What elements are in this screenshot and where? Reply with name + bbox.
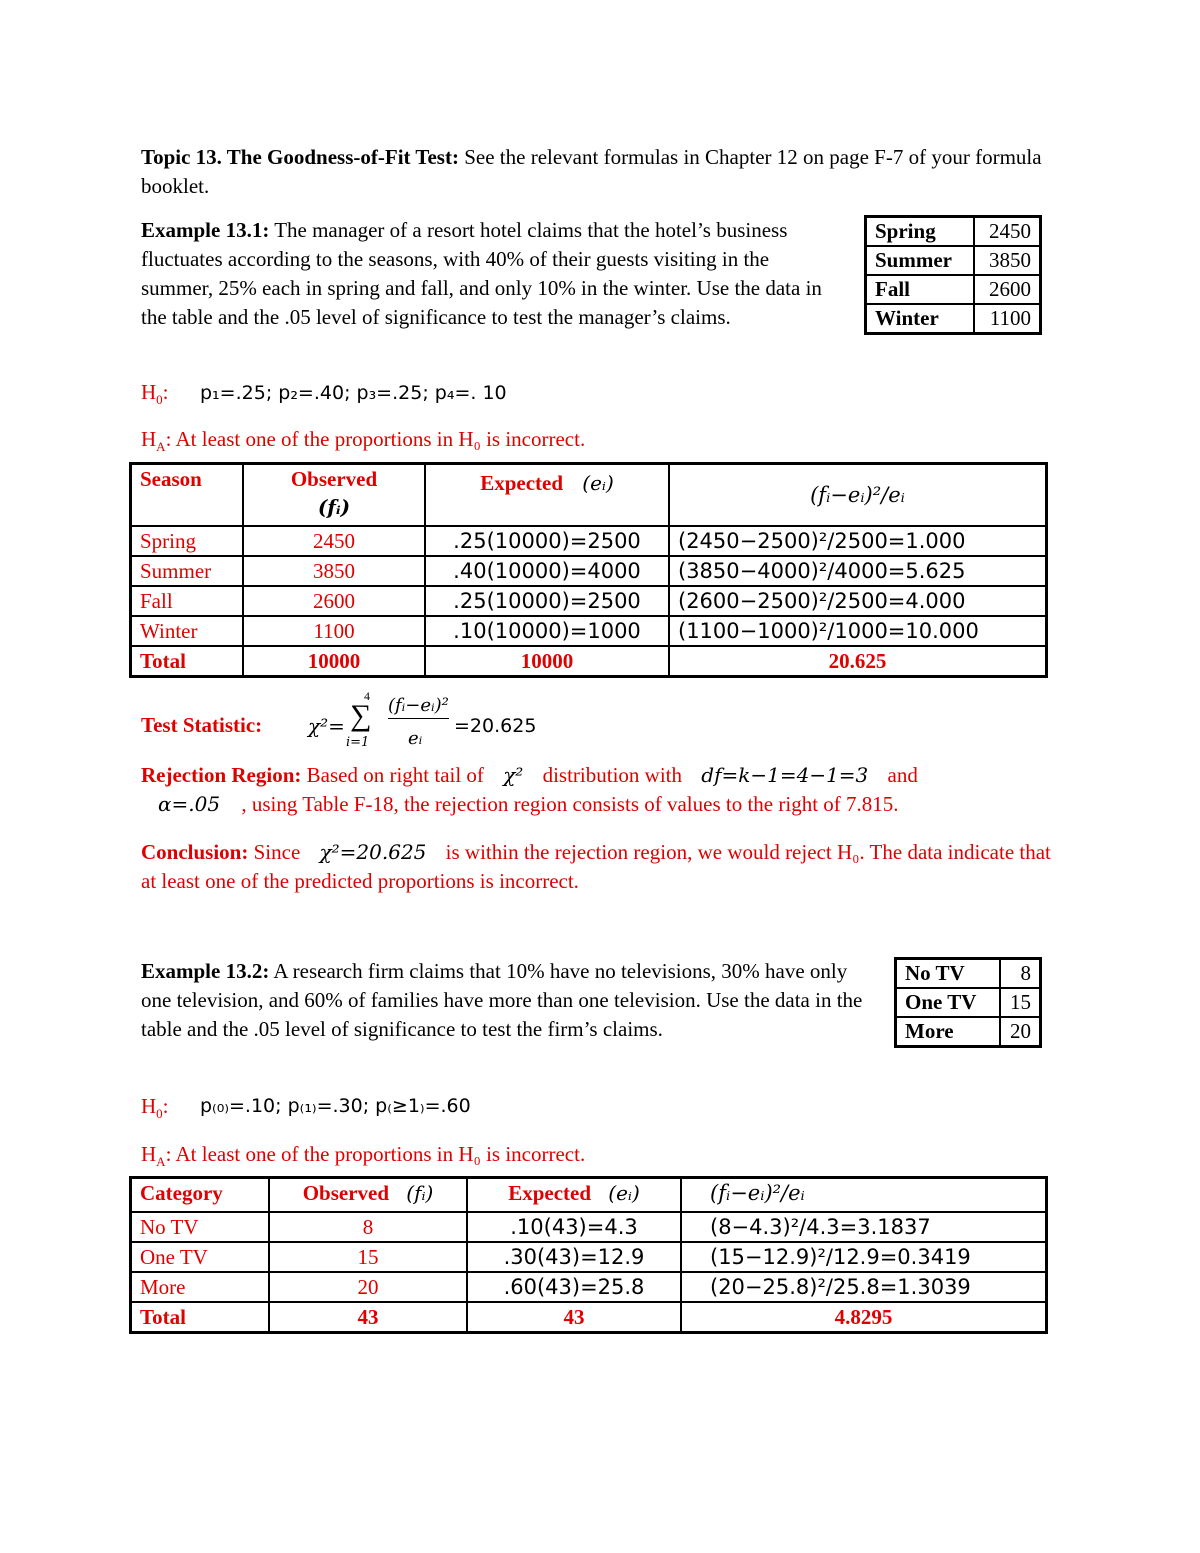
rejection-df: df=k−1=4−1=3 <box>701 763 869 787</box>
example-1-null-hypothesis-formula: p₁=.25; p₂=.40; p₃=.25; p₄=. 10 <box>200 382 507 404</box>
ha-subscript: A <box>156 1154 166 1170</box>
expected-cell: .10(10000)=1000 <box>425 616 669 646</box>
table-row <box>866 275 1041 304</box>
header-expected <box>467 1178 681 1212</box>
header-observed <box>243 464 425 526</box>
chi-cell: (8−4.3)²/4.3=3.1837 <box>681 1212 1047 1242</box>
header-season: Season <box>131 464 244 526</box>
table-row <box>131 1212 1047 1242</box>
header-expected-label: Expected <box>508 1181 592 1205</box>
total-observed: 43 <box>269 1302 467 1333</box>
header-category: Category <box>131 1178 270 1212</box>
season-cell: Winter <box>131 616 244 646</box>
tv-label: One TV <box>896 988 1001 1017</box>
example-1-chi-square-table <box>129 462 1048 678</box>
tv-label: No TV <box>896 959 1001 989</box>
topic-text: See the relevant formulas in Chapter 12 on page F-7 of your formula booklet. <box>141 145 1042 198</box>
formula-denominator: eᵢ <box>408 728 423 749</box>
sum-upper: 4 <box>364 689 370 703</box>
rejection-text-1: Based on right tail of <box>301 763 490 787</box>
header-observed-symbol: (fᵢ) <box>317 495 351 519</box>
header-observed <box>269 1178 467 1212</box>
example-1-text: The manager of a resort hotel claims that the hotel’s business fluctuates according to the seasons, with 40% of their guests visiting in the summer, 25% each in spring and fall, and only 10% in the winter. Use the data in the table and the .05 level of significance to test the manager’s claims. <box>141 218 822 329</box>
tv-value: 20 <box>1000 1017 1041 1047</box>
rejection-alpha: α=.05 <box>158 792 221 816</box>
ha-subscript: A <box>156 439 166 455</box>
chi-cell: (1100−1000)²/1000=10.000 <box>669 616 1047 646</box>
header-observed-label: Observed <box>290 467 378 491</box>
season-value: 2450 <box>974 217 1041 247</box>
header-expected <box>425 464 669 526</box>
formula-numerator: (fᵢ−eᵢ)² <box>388 694 449 719</box>
table-row <box>866 217 1041 247</box>
expected-cell: .10(43)=4.3 <box>467 1212 681 1242</box>
ha-label: H <box>141 427 157 451</box>
total-label: Total <box>131 646 244 677</box>
header-observed-label: Observed <box>302 1181 390 1205</box>
h0-subscript: 0 <box>156 392 163 408</box>
season-data-table <box>864 215 1042 335</box>
example-2-alt-hypothesis <box>141 1140 585 1169</box>
observed-cell: 15 <box>269 1242 467 1272</box>
expected-cell: .30(43)=12.9 <box>467 1242 681 1272</box>
conclusion-paragraph <box>141 838 1051 896</box>
table-row <box>131 556 1047 586</box>
table-row <box>866 304 1041 334</box>
expected-cell: .60(43)=25.8 <box>467 1272 681 1302</box>
chi-cell: (20−25.8)²/25.8=1.3039 <box>681 1272 1047 1302</box>
rejection-region-line-2 <box>158 790 1058 819</box>
season-cell: Spring <box>131 526 244 556</box>
conclusion-text-1: Since <box>248 840 306 864</box>
total-chi: 20.625 <box>669 646 1047 677</box>
ha-text: : At least one of the proportions in H₀ is incorrect. <box>165 1142 586 1166</box>
category-cell: More <box>131 1272 270 1302</box>
example-1-alt-hypothesis <box>141 425 585 454</box>
chi-cell: (2600−2500)²/2500=4.000 <box>669 586 1047 616</box>
example-2-null-hypothesis-formula: p₍₀₎=.10; p₍₁₎=.30; p₍≥1₎=.60 <box>200 1095 471 1117</box>
chi-lhs: χ²= <box>308 714 345 738</box>
rejection-region-label: Rejection Region: <box>141 763 302 787</box>
sum-symbol: ∑ <box>350 699 372 732</box>
chi-cell: (3850−4000)²/4000=5.625 <box>669 556 1047 586</box>
conclusion-label: Conclusion: <box>141 840 249 864</box>
chi-cell: (15−12.9)²/12.9=0.3419 <box>681 1242 1047 1272</box>
observed-cell: 1100 <box>243 616 425 646</box>
h0-label: H <box>141 1094 157 1118</box>
table-row <box>896 959 1041 989</box>
total-expected: 43 <box>467 1302 681 1333</box>
topic-paragraph <box>141 143 1056 201</box>
rejection-and: and <box>882 763 918 787</box>
season-label: Summer <box>866 246 975 275</box>
header-chi-component: (fᵢ−eᵢ)²/eᵢ <box>681 1178 1047 1212</box>
table-row <box>896 988 1041 1017</box>
table-row <box>896 1017 1041 1047</box>
tv-label: More <box>896 1017 1001 1047</box>
season-value: 1100 <box>974 304 1041 334</box>
expected-cell: .25(10000)=2500 <box>425 586 669 616</box>
example-1-label: Example 13.1: <box>141 218 270 242</box>
expected-cell: .25(10000)=2500 <box>425 526 669 556</box>
topic-title: Topic 13. The Goodness-of-Fit Test: <box>141 145 459 169</box>
observed-cell: 2450 <box>243 526 425 556</box>
example-1-paragraph <box>141 216 831 332</box>
expected-cell: .40(10000)=4000 <box>425 556 669 586</box>
rejection-chi: χ² <box>503 763 524 787</box>
table-row <box>131 526 1047 556</box>
chi-cell: (2450−2500)²/2500=1.000 <box>669 526 1047 556</box>
example-2-chi-square-table <box>129 1176 1048 1334</box>
season-value: 3850 <box>974 246 1041 275</box>
table-row <box>131 616 1047 646</box>
example-1-null-hypothesis <box>141 378 169 407</box>
season-label: Fall <box>866 275 975 304</box>
table-header-row <box>131 1178 1047 1212</box>
test-statistic-label: Test Statistic: <box>141 713 263 737</box>
ha-label: H <box>141 1142 157 1166</box>
conclusion-text-2: is within the rejection region, we would reject H₀. The data indicate that at least one of the predicted proportions is incorrect. <box>141 840 1051 893</box>
table-row <box>866 246 1041 275</box>
table-total-row <box>131 1302 1047 1333</box>
h0-colon: : <box>162 1094 169 1118</box>
sum-lower: i=1 <box>346 735 370 750</box>
example-2-label: Example 13.2: <box>141 959 270 983</box>
table-header-row <box>131 464 1047 526</box>
rejection-text-3: , using Table F-18, the rejection region consists of values to the right of 7.815. <box>236 792 899 816</box>
total-observed: 10000 <box>243 646 425 677</box>
h0-subscript: 0 <box>156 1106 163 1122</box>
season-label: Spring <box>866 217 975 247</box>
total-label: Total <box>131 1302 270 1333</box>
tv-value: 8 <box>1000 959 1041 989</box>
total-expected: 10000 <box>425 646 669 677</box>
observed-cell: 3850 <box>243 556 425 586</box>
category-cell: No TV <box>131 1212 270 1242</box>
total-chi: 4.8295 <box>681 1302 1047 1333</box>
h0-label: H <box>141 380 157 404</box>
season-cell: Summer <box>131 556 244 586</box>
example-2-null-hypothesis <box>141 1092 169 1121</box>
test-statistic-value: =20.625 <box>454 715 537 737</box>
observed-cell: 8 <box>269 1212 467 1242</box>
example-2-text: A research firm claims that 10% have no televisions, 30% have only one television, and 60% of families have more than one television. Use the data in the table and the .05 level of significance to test the firm’s claims. <box>141 959 863 1041</box>
rejection-region-paragraph <box>141 761 1061 790</box>
season-value: 2600 <box>974 275 1041 304</box>
conclusion-chi: χ²=20.625 <box>319 840 427 864</box>
header-expected-label: Expected <box>480 471 564 495</box>
header-chi-component: (fᵢ−eᵢ)²/eᵢ <box>669 464 1047 526</box>
tv-value: 15 <box>1000 988 1041 1017</box>
observed-cell: 2600 <box>243 586 425 616</box>
category-cell: One TV <box>131 1242 270 1272</box>
rejection-text-2: distribution with <box>537 763 688 787</box>
table-row <box>131 1272 1047 1302</box>
header-expected-symbol: (eᵢ) <box>582 471 614 495</box>
example-2-paragraph <box>141 957 876 1044</box>
h0-colon: : <box>162 380 169 404</box>
header-expected-symbol: (eᵢ) <box>608 1181 640 1205</box>
ha-text: : At least one of the proportions in H₀ is incorrect. <box>165 427 586 451</box>
table-row <box>131 586 1047 616</box>
season-cell: Fall <box>131 586 244 616</box>
observed-cell: 20 <box>269 1272 467 1302</box>
header-observed-symbol: (fᵢ) <box>406 1181 434 1205</box>
table-total-row <box>131 646 1047 677</box>
table-row <box>131 1242 1047 1272</box>
tv-data-table <box>894 957 1042 1048</box>
season-label: Winter <box>866 304 975 334</box>
